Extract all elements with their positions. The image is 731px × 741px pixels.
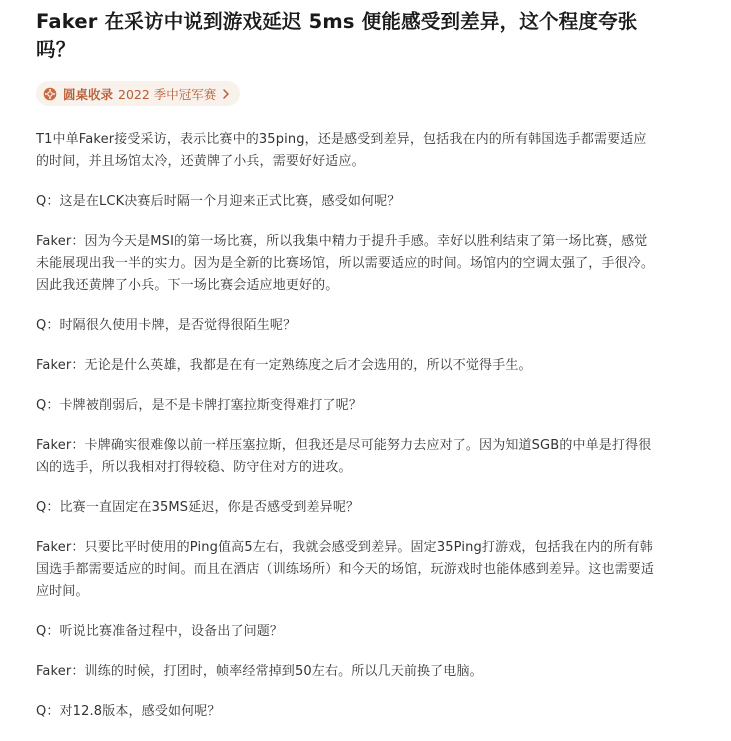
collection-name: 2022 季中冠军赛 [118,86,217,102]
paragraph-question: Q：比赛一直固定在35MS延迟，你是否感受到差异呢？ [36,500,360,515]
paragraph-question: Q：对12.8版本，感受如何呢？ [36,704,221,719]
paragraph-question: Q：卡牌被削弱后，是不是卡牌打塞拉斯变得难打了呢？ [36,398,362,413]
paragraph-answer: Faker：卡牌确实很难像以前一样压塞拉斯，但我还是尽可能努力去应对了。因为知道SGB的中单是打得很凶的选手，所以我相对打得较稳、防守住对方的进攻。 [36,438,652,475]
question-title: Faker 在采访中说到游戏延迟 5ms 便能感受到差异，这个程度夸张吗？ [36,10,638,61]
paragraph-answer: Faker：只要比平时使用的Ping值高5左右，我就会感受到差异。固定35Ping打游戏，包括我在内的所有韩国选手都需要适应的时间。而且在酒店（训练场所）和今天的场馆，玩游戏时也能体感到差异。这也需要适应时间。 [36,540,655,599]
paragraph-question: Q：时隔很久使用卡牌，是否觉得很陌生呢？ [36,318,297,333]
paragraph-answer: Faker：因为今天是MSI的第一场比赛，所以我集中精力于提升手感。幸好以胜利结束了第一场比赛，感觉未能展现出我一半的实力。因为是全新的比赛场馆，所以需要适应的时间。场馆内的空调太强了，手很冷。因此我还黄牌了小兵。下一场比赛会适应地更好的。 [36,234,655,293]
paragraph-intro: T1中单Faker接受采访，表示比赛中的35ping，还是感受到差异，包括我在内的所有韩国选手都需要适应的时间，并且场馆太冷，还黄牌了小兵，需要好好适应。 [36,132,647,169]
article [36,0,656,741]
paragraph-answer: Faker：无论是什么英雄，我都是在有一定熟练度之后才会选用的，所以不觉得手生。 [36,358,532,373]
roundtable-collection-tag[interactable] [36,81,240,106]
roundtable-icon [43,87,57,101]
paragraph-question: Q：这是在LCK决赛后时隔一个月迎来正式比赛，感受如何呢？ [36,194,401,209]
paragraph-question: Q：听说比赛准备过程中，设备出了问题？ [36,624,284,639]
chevron-right-icon [222,89,230,99]
collection-source: 圆桌收录 [63,86,114,102]
article-body [36,129,656,723]
paragraph-answer: Faker：训练的时候，打团时，帧率经常掉到50左右。所以几天前换了电脑。 [36,664,483,679]
